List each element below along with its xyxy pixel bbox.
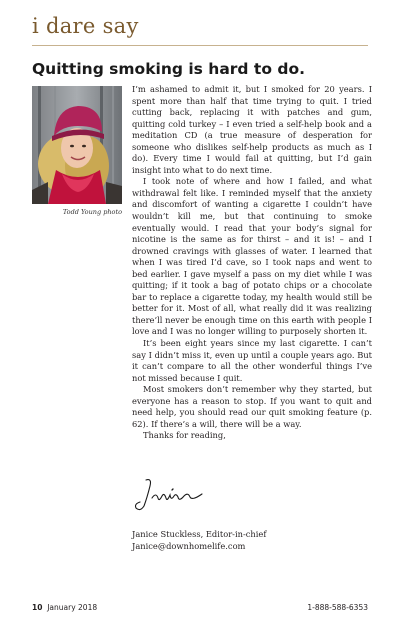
handwritten-signature — [132, 476, 212, 514]
headline: Quitting smoking is hard to do. — [32, 60, 306, 78]
page-number: 10 — [32, 603, 43, 612]
author-name-title: Janice Stuckless, Editor-in-chief — [132, 529, 267, 539]
closing-line: Thanks for reading, — [143, 430, 226, 441]
issue-date: January 2018 — [47, 603, 98, 612]
paragraph: It’s been eight years since my last cigarette. I can’t say I didn’t miss it, even up until a couple years ago. But it can’t compare to all the other wonderful things I’ve not missed because I quit. — [132, 338, 372, 383]
article-body — [132, 84, 372, 442]
paragraph: I took note of where and how I failed, and what withdrawal felt like. I reminded myself that the anxiety and discomfort of wanting a cigarette I couldn’t have wouldn’t kill me, but that continuing to smoke eventually would. I read that your body’s signal for nicotine is the same as for thirst – and it is! – and I drowned cravings with glasses of water. I learned that when I was tired I’d cave, so I took naps and went to bed earlier. I gave myself a pass on my diet while I was quitting; if it took a bag of potato chips or a chocolate bar to replace a cigarette today, my health would still be better for it. Most of all, what really did it was realizing there’ll never be enough time on this earth with people I love and I was no longer willing to purposely shorten it. — [132, 176, 372, 337]
paragraph: I’m ashamed to admit it, but I smoked for 20 years. I spent more than half that time trying to quit. I tried cutting back, replacing it with patches and gum, quitting cold turkey – I even tried a self-help book and a meditation CD (a true measure of desperation for someone who dislikes self-help products as much as I do). Every time I would fail at quitting, but I’d gain insight into what to do next time. — [132, 84, 372, 175]
author-email: Janice@downhomelife.com — [132, 541, 246, 551]
page-footer — [32, 603, 368, 615]
author-photo — [32, 86, 122, 204]
paragraph: Most smokers don’t remember why they started, but everyone has a reason to stop. If you want to quit and need help, you should read our quit smoking feature (p. 62). If there’s a will, there will be a way. — [132, 384, 372, 429]
photo-credit: Todd Young photo — [62, 208, 122, 216]
section-title: i dare say — [32, 14, 139, 38]
phone-number: 1-888-588-6353 — [307, 603, 368, 612]
author-signoff — [132, 528, 372, 552]
section-divider — [32, 45, 368, 46]
